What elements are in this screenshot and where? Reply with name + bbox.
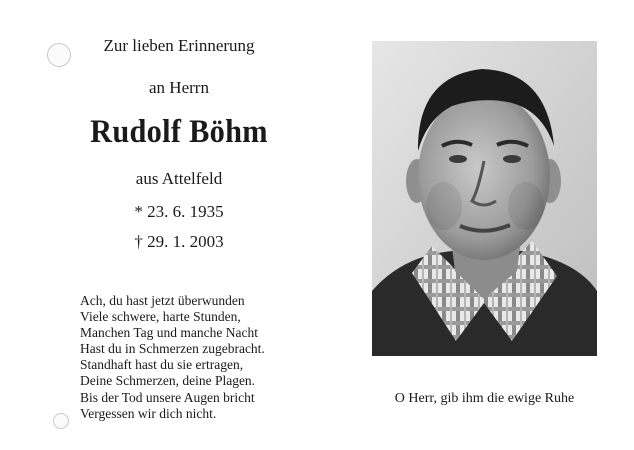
poem-line: Hast du in Schmerzen zugebracht. (80, 341, 265, 357)
name-prefix: an Herrn (149, 78, 209, 97)
poem-line: Standhaft hast du sie ertragen, (80, 357, 244, 373)
intro-text: Zur lieben Erinnerung (103, 36, 255, 55)
birth-date: * 23. 6. 1935 (134, 202, 224, 221)
portrait-photo (372, 41, 597, 356)
portrait-illustration (372, 41, 597, 356)
punch-hole (53, 413, 69, 429)
poem-line: Manchen Tag und manche Nacht (80, 325, 258, 341)
poem (80, 293, 265, 422)
poem-line: Viele schwere, harte Stunden, (80, 309, 241, 325)
poem-line: Bis der Tod unsere Augen bricht (80, 389, 255, 405)
origin-text: aus Attelfeld (135, 169, 223, 188)
death-date: † 29. 1. 2003 (134, 232, 224, 251)
poem-line: Deine Schmerzen, deine Plagen. (80, 373, 256, 389)
poem-line: Vergessen wir dich nicht. (80, 405, 217, 421)
poem-line: Ach, du hast jetzt überwunden (80, 293, 245, 308)
prayer-caption: O Herr, gib ihm die ewige Ruhe (394, 391, 575, 406)
deceased-name: Rudolf Böhm (90, 114, 268, 150)
